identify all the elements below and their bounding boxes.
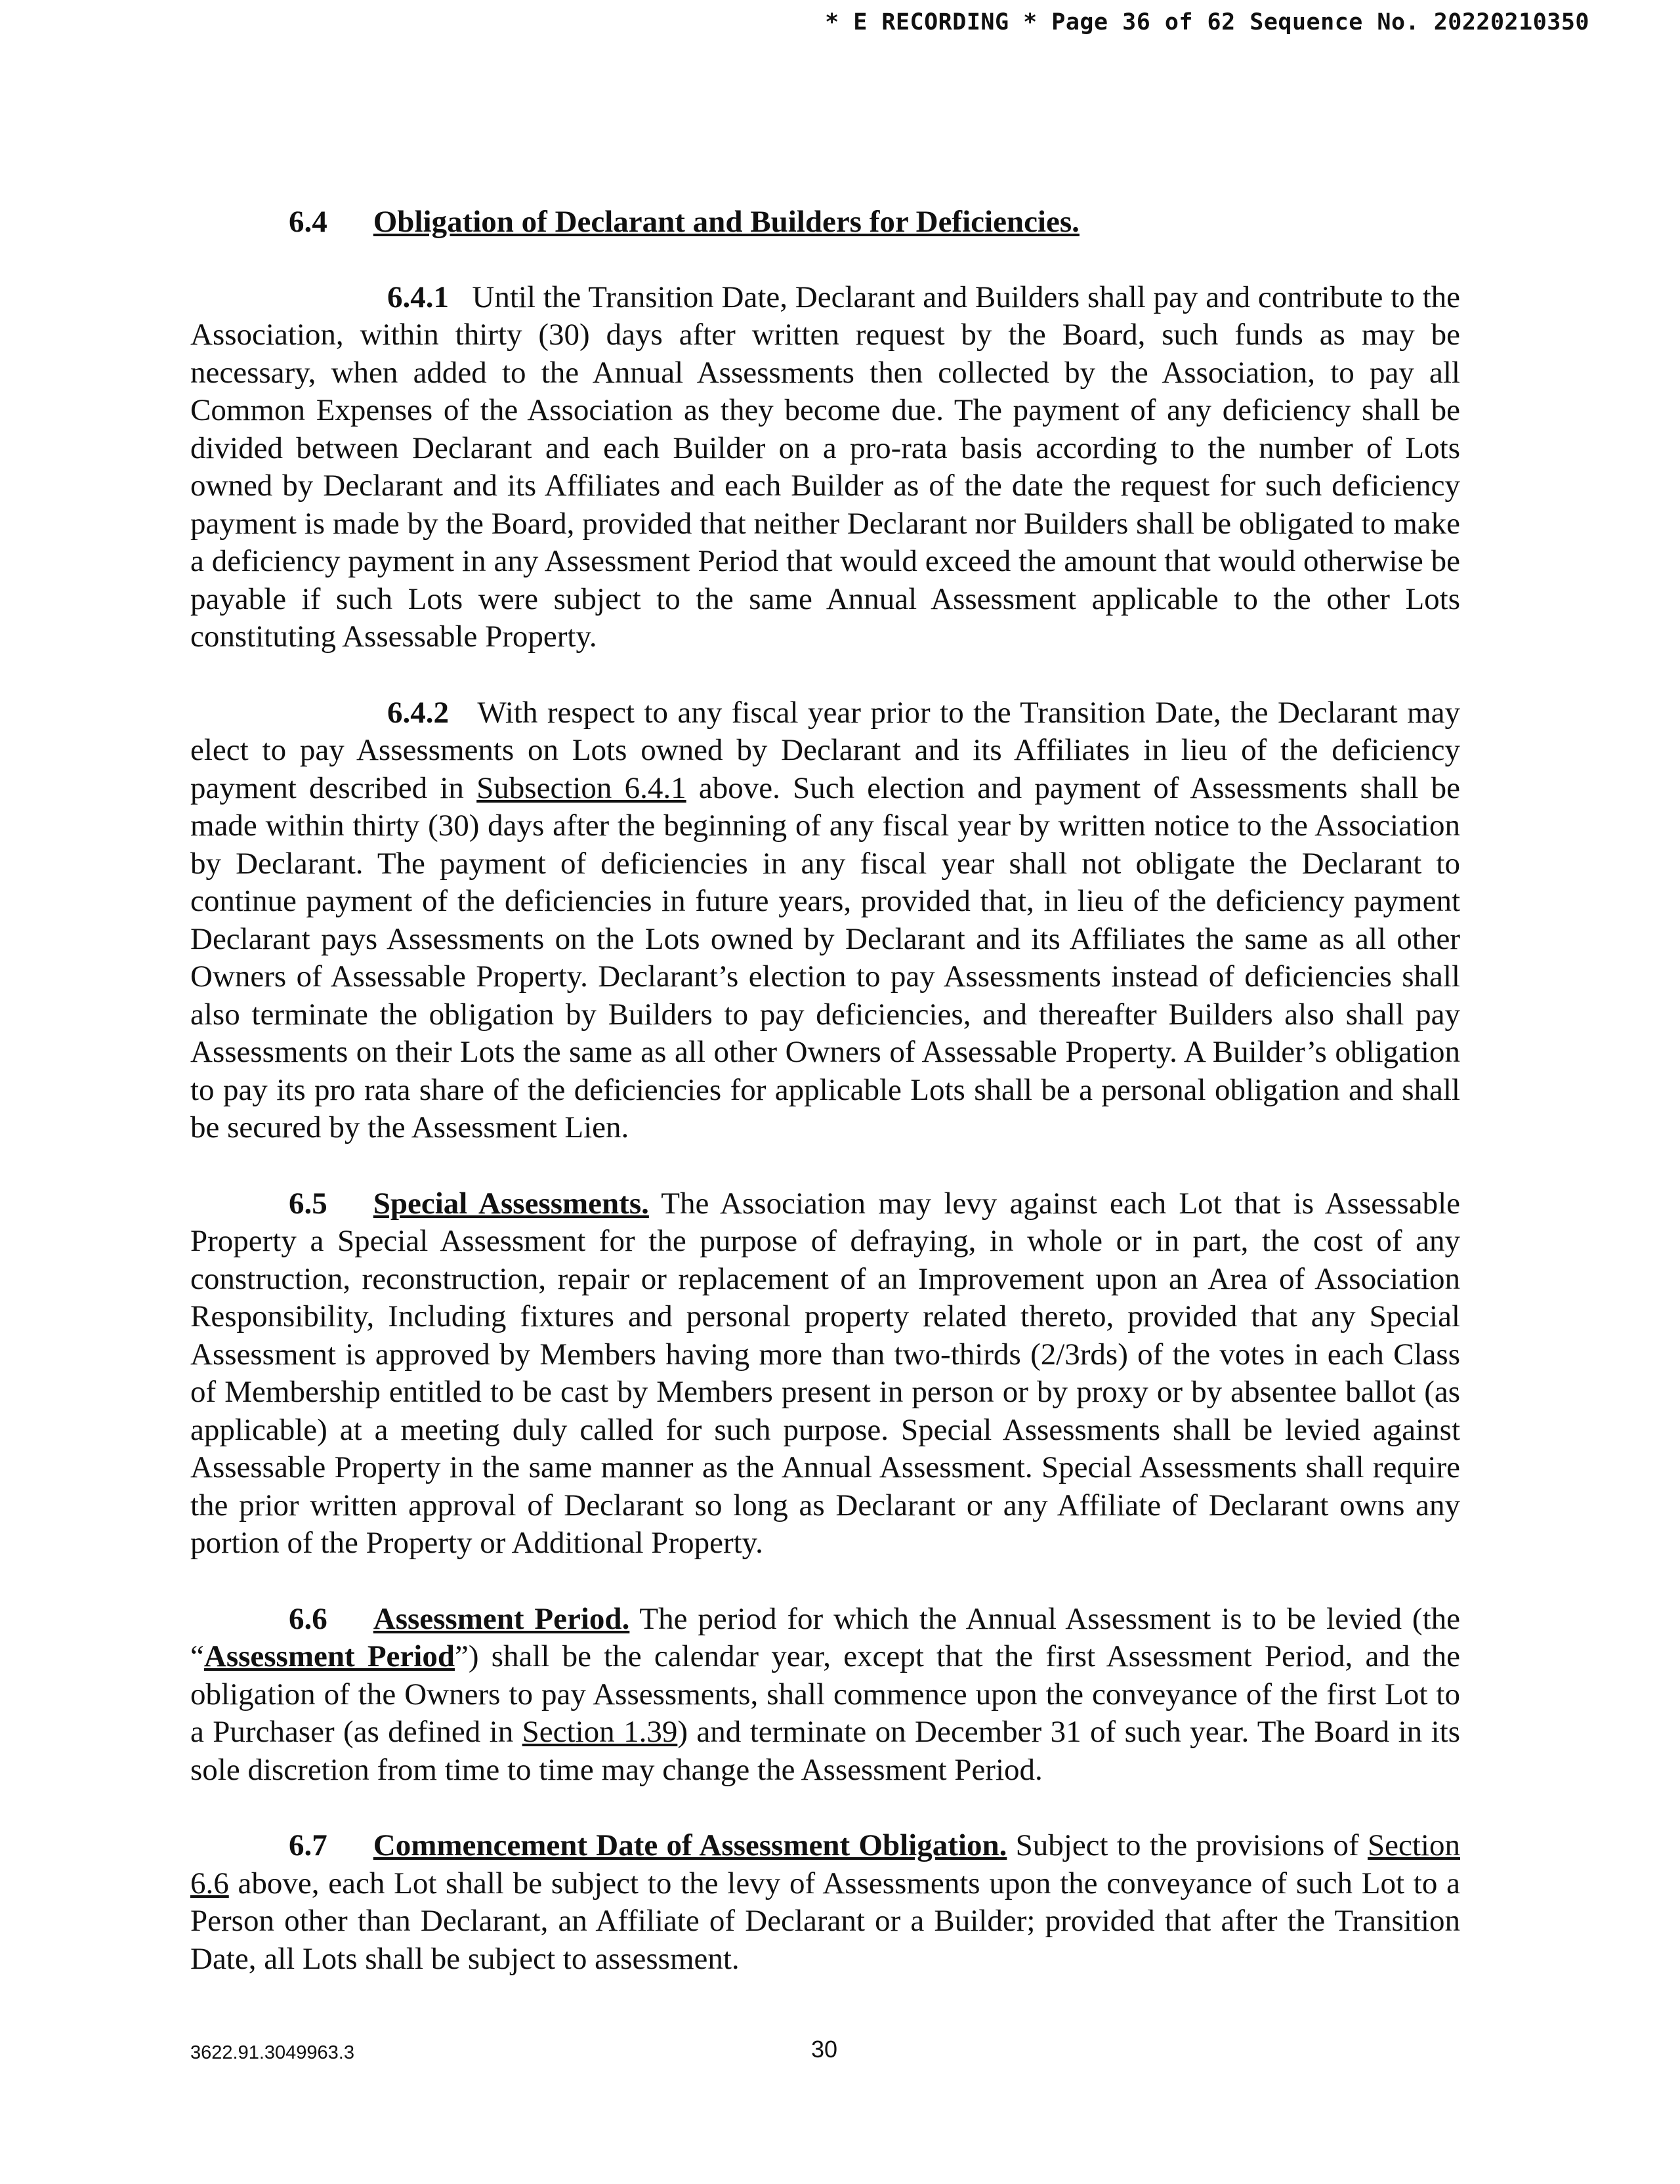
paragraph-6-4-1 bbox=[190, 279, 1460, 656]
section-number: 6.7 bbox=[289, 1828, 327, 1862]
section-title: Assessment Period. bbox=[373, 1601, 630, 1636]
section-number: 6.4 bbox=[289, 205, 327, 239]
paragraph-number: 6.4.2 bbox=[387, 695, 449, 730]
paragraph-6-6 bbox=[190, 1601, 1460, 1790]
recording-header: * E RECORDING * Page 36 of 62 Sequence No. 20220210350 bbox=[825, 9, 1589, 35]
document-id: 3622.91.3049963.3 bbox=[190, 2042, 354, 2063]
cross-reference: Section 1.39 bbox=[522, 1715, 678, 1749]
page-number: 30 bbox=[811, 2036, 838, 2063]
cross-reference: Subsection 6.4.1 bbox=[476, 770, 686, 805]
paragraph-text: above. Such election and payment of Assessments shall be made within thirty (30) days after the beginning of any fiscal year by written notice to the Association by Declarant. The payment of deficiencies in any fiscal year shall not obligate the Declarant to continue payment of the deficiencies in future years, provided that, in lieu of the deficiency payment Declarant pays Assessments on the Lots owned by Declarant and its Affiliates the same as all other Owners of Assessable Property. Declarant’s election to pay Assessments instead of deficiencies shall also terminate the obligation by Builders to pay deficiencies, and thereafter Builders also shall pay Assessments on their Lots the same as all other Owners of Assessable Property. A Builder’s obligation to pay its pro rata share of the deficiencies for applicable Lots shall be a personal obligation and shall be secured by the Assessment Lien. bbox=[190, 770, 1460, 1144]
paragraph-6-4-2 bbox=[190, 694, 1460, 1147]
paragraph-text: above, each Lot shall be subject to the levy of Assessments upon the conveyance of such Lot to a Person other than Declarant, an Affiliate of Declarant or a Builder; provided that after the Transition Date, all Lots shall be subject to assessment. bbox=[190, 1866, 1460, 1976]
paragraph-text: Subject to the provisions of bbox=[1007, 1828, 1368, 1862]
paragraph-text: ”) shall be the calendar year, except that the first Assessment Period, and the obligation of the Owners to pay Assessments, shall commence upon the conveyance of the first Lot to a Purchaser (as defined in bbox=[190, 1639, 1460, 1749]
paragraph-text: Until the Transition Date, Declarant and Builders shall pay and contribute to the Association, within thirty (30) days after written request by the Board, such funds as may be necessary, when added to the Annual Assessments then collected by the Association, to pay all Common Expenses of the Association as they become due. The payment of any deficiency shall be divided between Declarant and each Builder on a pro-rata basis according to the number of Lots owned by Declarant and its Affiliates and each Builder as of the date the request for such deficiency payment is made by the Board, provided that neither Declarant nor Builders shall be obligated to make a deficiency payment in any Assessment Period that would exceed the amount that would otherwise be payable if such Lots were subject to the same Annual Assessment applicable to the other Lots constituting Assessable Property. bbox=[190, 280, 1460, 654]
paragraph-text: With respect to any fiscal year prior to the Transition Date, the Declarant may elect to pay Assessments on Lots owned by Declarant and its Affiliates in lieu of the deficiency payment described in bbox=[190, 695, 1460, 805]
section-title: Special Assessments. bbox=[373, 1186, 649, 1221]
section-number: 6.6 bbox=[289, 1601, 327, 1636]
paragraph-text: ) and terminate on December 31 of such year. The Board in its sole discretion from time to time may change the Assessment Period. bbox=[190, 1715, 1461, 1787]
paragraph-6-5 bbox=[190, 1185, 1460, 1563]
section-title: Obligation of Declarant and Builders for Deficiencies. bbox=[373, 205, 1080, 239]
defined-term: Assessment Period bbox=[203, 1639, 455, 1673]
paragraph-text: The Association may levy against each Lot that is Assessable Property a Special Assessment for the purpose of defraying, in whole or in part, the cost of any construction, reconstruction, repair or replacement of an Improvement upon an Area of Association Responsibility, Including fixtures and personal property related thereto, provided that any Special Assessment is approved by Members having more than two-thirds (2/3rds) of the votes in each Class of Membership entitled to be cast by Members present in person or by proxy or by absentee ballot (as applicable) at a meeting duly called for such purpose. Special Assessments shall be levied against Assessable Property in the same manner as the Annual Assessment. Special Assessments shall require the prior written approval of Declarant so long as Declarant or any Affiliate of Declarant owns any portion of the Property or Additional Property. bbox=[190, 1186, 1460, 1560]
document-body bbox=[190, 190, 1460, 2016]
section-number: 6.5 bbox=[289, 1186, 327, 1221]
paragraph-text: The period for which the Annual Assessment is to be levied (the “ bbox=[190, 1601, 1460, 1673]
cross-reference: Section 6.6 bbox=[190, 1828, 1460, 1900]
section-6-4-heading bbox=[289, 203, 1460, 242]
paragraph-6-7 bbox=[190, 1827, 1460, 1978]
section-title: Commencement Date of Assessment Obligation. bbox=[373, 1828, 1007, 1862]
paragraph-number: 6.4.1 bbox=[387, 280, 449, 314]
